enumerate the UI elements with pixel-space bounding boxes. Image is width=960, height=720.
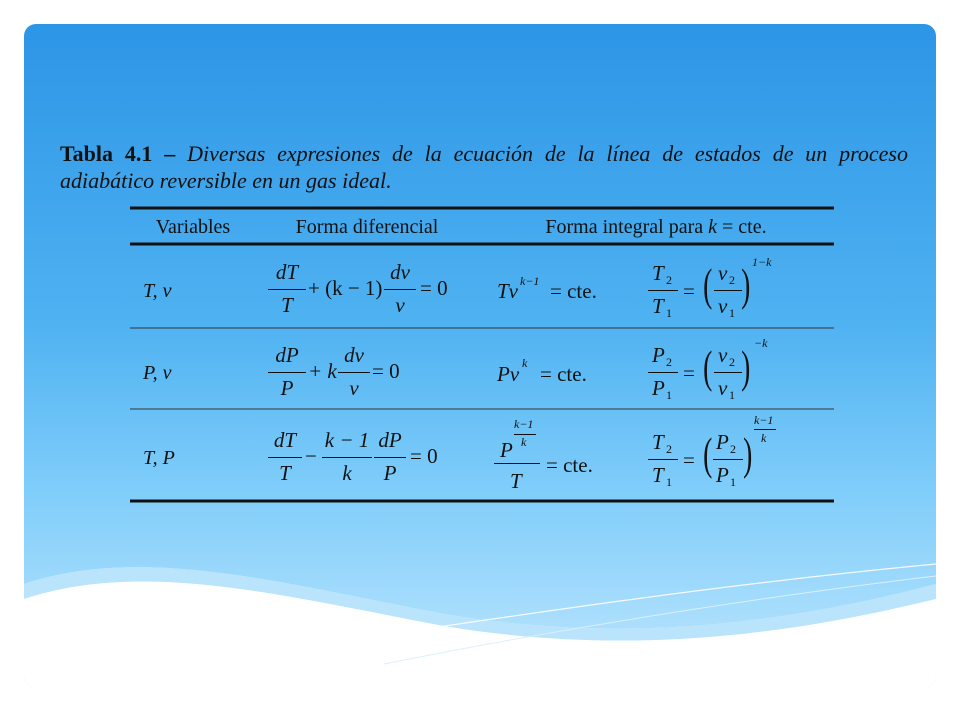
ratio-num: P (652, 343, 665, 367)
ratio-den: v (718, 294, 728, 318)
header-integral (478, 216, 834, 239)
fraction-bar (648, 372, 678, 373)
ratio-den-sub: 1 (666, 388, 672, 402)
fraction-bar (754, 429, 776, 430)
fraction-bar (268, 372, 306, 373)
base: Pv (497, 362, 520, 386)
ratio-num: T (652, 261, 664, 285)
header-integral-suffix: = cte. (722, 216, 767, 238)
base: P (500, 438, 513, 462)
fraction-numerator: dv (390, 260, 410, 284)
paren-left: ( (703, 428, 713, 479)
paren-left: ( (703, 341, 713, 392)
fraction-denominator: T (281, 293, 293, 317)
denominator: T (510, 469, 522, 493)
ratio-num-sub: 2 (730, 442, 736, 456)
header-integral-prefix: Forma integral para (545, 216, 704, 238)
equals-zero: = 0 (410, 444, 438, 468)
ratio-den-sub: 1 (730, 475, 736, 489)
ratio-num: T (652, 430, 664, 454)
fraction-numerator: k − 1 (324, 428, 370, 452)
equals-cte: = cte. (546, 453, 593, 477)
fraction-bar (384, 289, 416, 290)
header-variables: Variables (155, 216, 231, 238)
fraction-bar (713, 459, 743, 460)
equals-zero: = 0 (420, 276, 448, 300)
ratio-den-sub: 1 (666, 306, 672, 320)
operator-text: − (305, 444, 317, 468)
ratio-den: T (652, 463, 664, 487)
fraction-bar (268, 457, 302, 458)
fraction-bar (374, 457, 406, 458)
fraction-denominator: P (383, 461, 397, 485)
exponent-denominator: k (521, 435, 527, 449)
fraction-bar (322, 457, 372, 458)
exponent: −k (754, 336, 768, 350)
fraction-bar (648, 459, 678, 460)
ratio-den-sub: 1 (729, 388, 735, 402)
exponent: k (522, 356, 528, 370)
fraction-bar (268, 289, 306, 290)
paren-left: ( (703, 259, 713, 310)
caption-text: Diversas expresiones de la ecuación de la línea de estados de un proceso adiabático reversible en un gas ideal. (60, 141, 908, 193)
fraction-denominator: k (342, 461, 352, 485)
paren-right: ) (743, 428, 753, 479)
header-differential: Forma diferencial (295, 216, 439, 238)
ratio-num: v (718, 343, 728, 367)
fraction-numerator: dT (273, 428, 297, 452)
fraction-bar (714, 290, 742, 291)
fraction-bar (648, 290, 678, 291)
fraction-numerator: dv (344, 343, 364, 367)
row-variables: T, P (143, 447, 175, 469)
fraction-numerator: dP (378, 428, 402, 452)
ratio-num-sub: 2 (729, 355, 735, 369)
ratio-den-sub: 1 (666, 475, 672, 489)
operator-text: + (k − 1) (308, 276, 383, 300)
exponent: 1−k (752, 255, 772, 269)
ratio-den: P (716, 463, 729, 487)
equals-sign: = (683, 279, 695, 303)
fraction-denominator: v (349, 376, 359, 400)
exponent-numerator: k−1 (754, 413, 774, 427)
ratio-num-sub: 2 (666, 355, 672, 369)
fraction-denominator: v (395, 293, 405, 317)
ratio-num-sub: 2 (729, 273, 735, 287)
exponent: k−1 (520, 274, 540, 288)
ratio-den: P (652, 376, 665, 400)
paren-right: ) (741, 259, 751, 310)
ratio-den-sub: 1 (729, 306, 735, 320)
equals-zero: = 0 (372, 359, 400, 383)
fraction-denominator: T (279, 461, 291, 485)
ratio-num: v (718, 261, 728, 285)
equals-cte: = cte. (550, 279, 597, 303)
equals-sign: = (683, 361, 695, 385)
fraction-bar (494, 463, 540, 464)
table-caption (60, 140, 908, 194)
row-variables: P, v (143, 362, 172, 384)
header-integral-k: k (708, 216, 717, 238)
fraction-bar (714, 372, 742, 373)
base: Tv (497, 279, 518, 303)
paren-right: ) (741, 341, 751, 392)
ratio-den: T (652, 294, 664, 318)
fraction-numerator: dP (275, 343, 299, 367)
caption-label: Tabla 4.1 – (60, 141, 176, 166)
operator-text: + k (308, 359, 337, 383)
exponent-denominator: k (761, 431, 767, 445)
fraction-numerator: dT (275, 260, 299, 284)
ratio-num-sub: 2 (666, 442, 672, 456)
equals-sign: = (683, 448, 695, 472)
equals-cte: = cte. (540, 362, 587, 386)
ratio-den: v (718, 376, 728, 400)
ratio-num-sub: 2 (666, 273, 672, 287)
fraction-bar (338, 372, 370, 373)
ratio-num: P (716, 430, 729, 454)
fraction-denominator: P (280, 376, 294, 400)
row-variables: T, v (143, 280, 172, 302)
exponent-numerator: k−1 (514, 417, 534, 431)
